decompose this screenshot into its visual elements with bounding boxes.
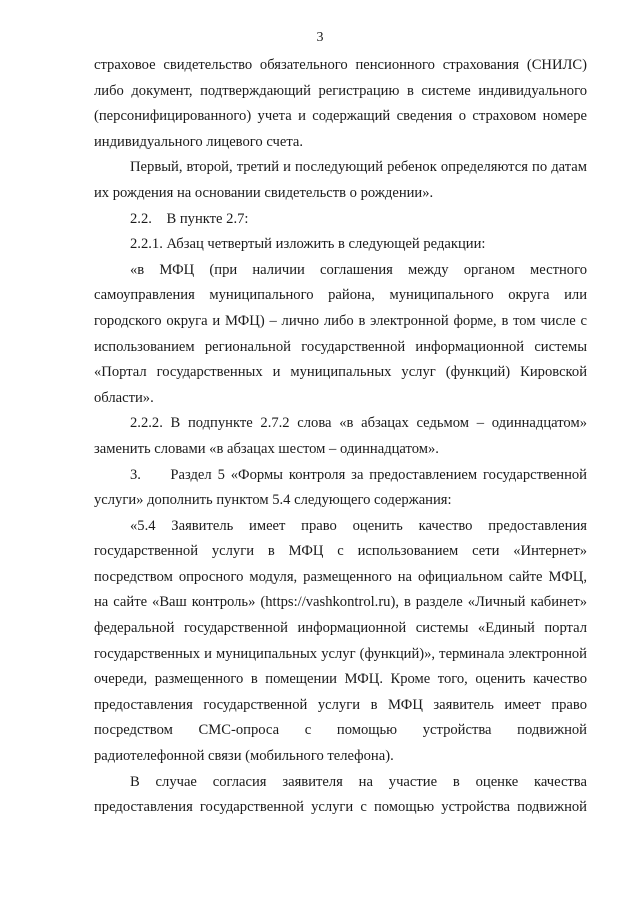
document-body <box>94 53 591 821</box>
page-number: 3 <box>316 30 324 45</box>
paragraph-2-2-2: 2.2.2. В подпункте 2.7.2 слова «в абзацах седьмом – одиннадцатом» заменить словами «в абзацах шестом – одиннадцатом». <box>94 415 587 457</box>
paragraph-children-order: Первый, второй, третий и последующий ребенок определяются по датам их рождения на основании свидетельств о рождении». <box>94 159 587 201</box>
paragraph-consent: В случае согласия заявителя на участие в оценке качества предоставления государственной услуги с помощью устройства подвижной <box>94 773 587 816</box>
paragraph-3: 3. Раздел 5 «Формы контроля за предоставлением государственной услуги» дополнить пунктом 5.4 следующего содержания: <box>94 466 591 509</box>
paragraph-snils: страховое свидетельство обязательного пенсионного страхования (СНИЛС) либо документ, подтверждающий регистрацию в системе индивидуального (персонифицированного) учета и содержащий сведения о страховом номере индивидуального лицевого счета. <box>94 57 587 150</box>
paragraph-mfc-quote: «в МФЦ (при наличии соглашения между органом местного самоуправления муниципального района, муниципального округа или городского округа и МФЦ) – лично либо в электронной форме, в том числе с использованием региональной государственной информационной системы «Портал государственных и муниципальных услуг (функций) Кировской области». <box>94 261 587 406</box>
paragraph-2-2-1: 2.2.1. Абзац четвертый изложить в следующей редакции: <box>130 236 486 253</box>
paragraph-2-2: 2.2. В пункте 2.7: <box>130 210 249 227</box>
paragraph-5-4: «5.4 Заявитель имеет право оценить качество предоставления государственной услуги в МФЦ с использованием сети «Интернет» посредством опросного модуля, размещенного на официальном сайте МФЦ, на сайте «Ваш контроль» (https://vashkontrol.ru), в разделе «Личный кабинет» федеральной государственной информационной системы «Единый портал государственных и муниципальных услуг (функций)», терминала электронной очереди, размещенного в помещении МФЦ. Кроме того, оценить качество предоставления государственной услуги в МФЦ заявитель имеет право посредством СМС-опроса с помощью устройства подвижной радиотелефонной связи (мобильного телефона). <box>94 517 587 765</box>
